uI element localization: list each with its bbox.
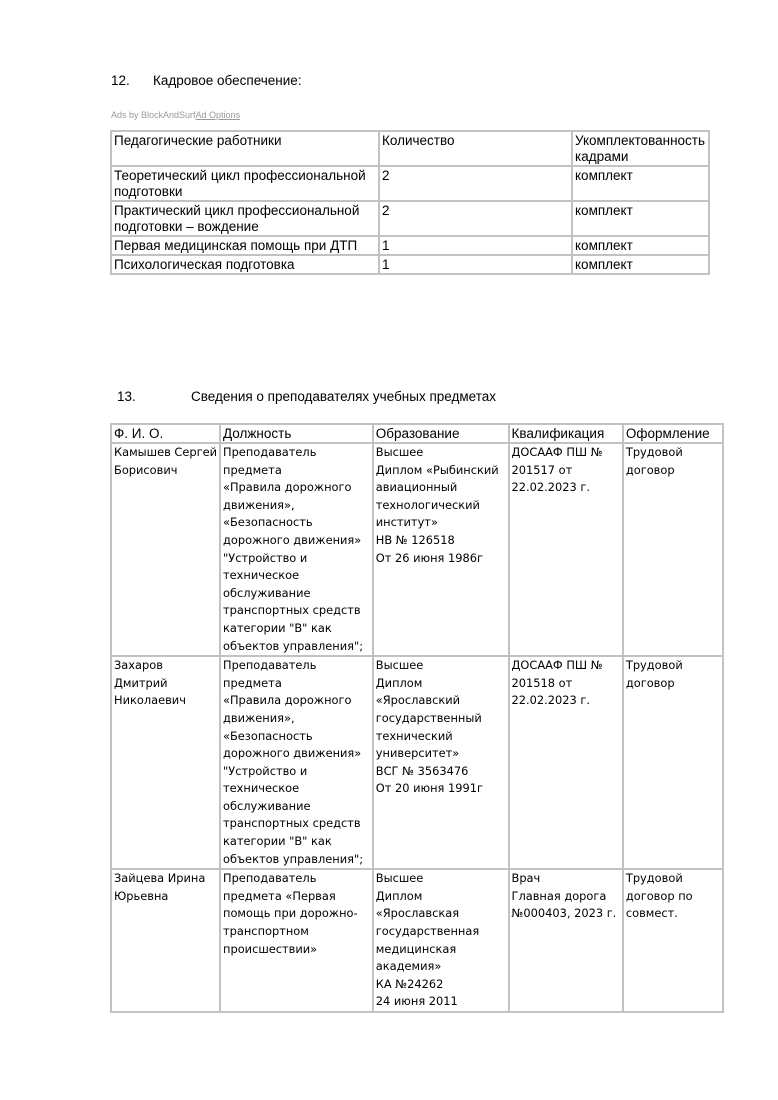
- teacher-qualification-line: 201518 от: [511, 675, 573, 690]
- teacher-qualification-line: Врач: [511, 871, 541, 886]
- teacher-position-line: движения»,: [223, 710, 295, 725]
- teacher-position-line: предмета: [223, 462, 282, 477]
- teacher-position-line: обслуживание: [223, 798, 311, 813]
- teacher-education-line: «Ярославский: [375, 693, 461, 708]
- staff-table-cell: 2: [379, 166, 572, 201]
- staff-table-cell: 1: [379, 255, 572, 274]
- staff-header-cell: Педагогические работники: [111, 131, 379, 166]
- staff-header-cell: Количество: [379, 131, 572, 166]
- teacher-qualification-line: ДОСААФ ПШ №: [511, 445, 603, 459]
- teacher-education-cell: [373, 869, 509, 1012]
- staff-table-cell: 1: [379, 236, 572, 255]
- teacher-name-cell: [111, 656, 220, 869]
- staff-table-row: [111, 255, 709, 274]
- teacher-name-line: Зайцева Ирина: [114, 871, 206, 886]
- teacher-education-cell: [373, 443, 509, 656]
- teacher-position-line: «Правила дорожного: [223, 480, 352, 495]
- teacher-education-line: 24 июня 2011: [375, 994, 458, 1009]
- teacher-employment-cell: [623, 656, 723, 869]
- teacher-education-line: авиационный: [375, 480, 458, 495]
- teacher-employment-line: договор: [625, 462, 675, 477]
- teacher-position-line: предмета: [223, 675, 282, 690]
- teacher-qualification-line: №000403, 2023 г.: [511, 906, 617, 921]
- teacher-education-line: Высшее: [375, 445, 424, 459]
- teacher-name-line: Камышев Сергей: [114, 445, 218, 459]
- teachers-header-cell: Образование: [373, 424, 509, 443]
- teacher-education-line: От 26 июня 1986г: [375, 550, 484, 565]
- teacher-education-line: академия»: [375, 959, 442, 974]
- teacher-employment-line: договор по: [625, 888, 693, 903]
- teacher-qualification-cell: [509, 656, 623, 869]
- teacher-qualification-line: 201517 от: [511, 462, 573, 477]
- staff-table-cell: Психологическая подготовка: [111, 255, 379, 274]
- teacher-name-line: Борисович: [114, 462, 178, 477]
- teacher-education-line: ВСГ № 3563476: [375, 763, 469, 778]
- teachers-table-row: [111, 443, 723, 656]
- teacher-qualification-line: 22.02.2023 г.: [511, 480, 590, 495]
- teachers-table: [110, 423, 724, 1013]
- teacher-position-line: предмета «Первая: [223, 888, 336, 903]
- teacher-position-line: «Безопасность: [223, 728, 313, 743]
- teacher-name-line: Дмитрий: [114, 675, 168, 690]
- teacher-education-line: КА №24262: [375, 976, 444, 991]
- teacher-position-cell: [220, 656, 373, 869]
- teacher-position-line: дорожного движения»: [223, 532, 362, 547]
- teacher-name-cell: [111, 869, 220, 1012]
- teacher-education-line: институт»: [375, 515, 438, 530]
- teachers-table-row: [111, 869, 723, 1012]
- teacher-education-line: государственный: [375, 710, 482, 725]
- teacher-position-line: движения»,: [223, 497, 295, 512]
- teacher-education-line: Высшее: [375, 871, 424, 886]
- teacher-qualification-line: Главная дорога: [511, 888, 607, 903]
- teacher-position-line: Преподаватель: [223, 658, 317, 673]
- ad-options-link[interactable]: Ad Options: [195, 110, 241, 120]
- teachers-header-cell: Должность: [220, 424, 373, 443]
- section-12-number: 12.: [111, 73, 130, 88]
- teacher-position-line: объектов управления";: [223, 851, 364, 866]
- teacher-education-line: государственная: [375, 924, 480, 939]
- teacher-position-cell: [220, 869, 373, 1012]
- teacher-position-line: транспортных средств: [223, 603, 361, 618]
- teacher-education-line: технологический: [375, 497, 480, 512]
- teacher-position-line: «Безопасность: [223, 515, 313, 530]
- teacher-employment-cell: [623, 869, 723, 1012]
- teacher-education-line: Диплом: [375, 675, 423, 690]
- staff-header-cell: Укомплектованность кадрами: [572, 131, 709, 166]
- teacher-education-line: Высшее: [375, 658, 424, 673]
- teacher-education-line: университет»: [375, 746, 460, 761]
- teacher-employment-line: Трудовой: [625, 658, 683, 673]
- teacher-position-line: транспортном: [223, 924, 309, 939]
- teachers-table-header: [111, 424, 723, 443]
- staff-table-row: [111, 166, 709, 201]
- teacher-education-cell: [373, 656, 509, 869]
- teacher-name-line: Юрьевна: [114, 888, 169, 903]
- teacher-education-line: НВ № 126518: [375, 532, 455, 547]
- staff-table-cell: комплект: [572, 201, 709, 236]
- teacher-name-cell: [111, 443, 220, 656]
- teacher-name-line: Николаевич: [114, 693, 186, 708]
- staff-table-cell: комплект: [572, 166, 709, 201]
- teacher-qualification-cell: [509, 869, 623, 1012]
- staff-table-cell: комплект: [572, 255, 709, 274]
- teacher-position-line: техническое: [223, 781, 300, 796]
- section-12-title: Кадровое обеспечение:: [153, 73, 302, 88]
- teacher-position-line: помощь при дорожно-: [223, 906, 358, 921]
- staff-table-cell: 2: [379, 201, 572, 236]
- staff-table-cell: комплект: [572, 236, 709, 255]
- teacher-position-line: техническое: [223, 568, 300, 583]
- teacher-position-line: «Правила дорожного: [223, 693, 352, 708]
- staff-table-row: [111, 201, 709, 236]
- teacher-education-line: медицинская: [375, 941, 457, 956]
- teacher-education-line: «Ярославская: [375, 906, 460, 921]
- teachers-table-row: [111, 656, 723, 869]
- teacher-education-line: Диплом: [375, 888, 423, 903]
- section-13-title: Сведения о преподавателях учебных предметах: [191, 389, 496, 404]
- teacher-position-line: происшествии»: [223, 941, 318, 956]
- teacher-qualification-line: ДОСААФ ПШ №: [511, 658, 603, 673]
- teacher-employment-line: Трудовой: [625, 445, 683, 459]
- teacher-position-line: Преподаватель: [223, 445, 317, 459]
- teacher-name-line: Захаров: [114, 658, 163, 673]
- teacher-position-line: категории "В" как: [223, 620, 332, 635]
- teacher-education-line: технический: [375, 728, 453, 743]
- teacher-employment-cell: [623, 443, 723, 656]
- ads-prefix: Ads by BlockAndSurf: [111, 110, 196, 120]
- ads-line: [111, 110, 240, 120]
- teacher-employment-line: совмест.: [625, 906, 678, 921]
- teacher-employment-line: Трудовой: [625, 871, 683, 886]
- teacher-position-line: транспортных средств: [223, 816, 361, 831]
- teacher-position-line: "Устройство и: [223, 763, 308, 778]
- staff-table-cell: Первая медицинская помощь при ДТП: [111, 236, 379, 255]
- teacher-education-line: Диплом «Рыбинский: [375, 462, 499, 477]
- teacher-education-line: От 20 июня 1991г: [375, 781, 484, 796]
- teacher-position-cell: [220, 443, 373, 656]
- teacher-qualification-cell: [509, 443, 623, 656]
- staff-table-header: [111, 131, 709, 166]
- teacher-position-line: обслуживание: [223, 585, 311, 600]
- teacher-position-line: дорожного движения»: [223, 746, 362, 761]
- staff-table: [110, 130, 710, 275]
- staff-table-cell: Практический цикл профессиональной подготовки – вождение: [111, 201, 379, 236]
- teachers-header-cell: Ф. И. О.: [111, 424, 220, 443]
- teacher-position-line: "Устройство и: [223, 550, 308, 565]
- teacher-position-line: объектов управления";: [223, 638, 364, 653]
- teacher-position-line: категории "В" как: [223, 834, 332, 849]
- teachers-header-cell: Квалификация: [509, 424, 623, 443]
- staff-table-row: [111, 236, 709, 255]
- staff-table-cell: Теоретический цикл профессиональной подготовки: [111, 166, 379, 201]
- teachers-header-cell: Оформление: [623, 424, 723, 443]
- teacher-position-line: Преподаватель: [223, 871, 317, 886]
- teacher-employment-line: договор: [625, 675, 675, 690]
- teacher-qualification-line: 22.02.2023 г.: [511, 693, 590, 708]
- section-13-number: 13.: [117, 389, 136, 404]
